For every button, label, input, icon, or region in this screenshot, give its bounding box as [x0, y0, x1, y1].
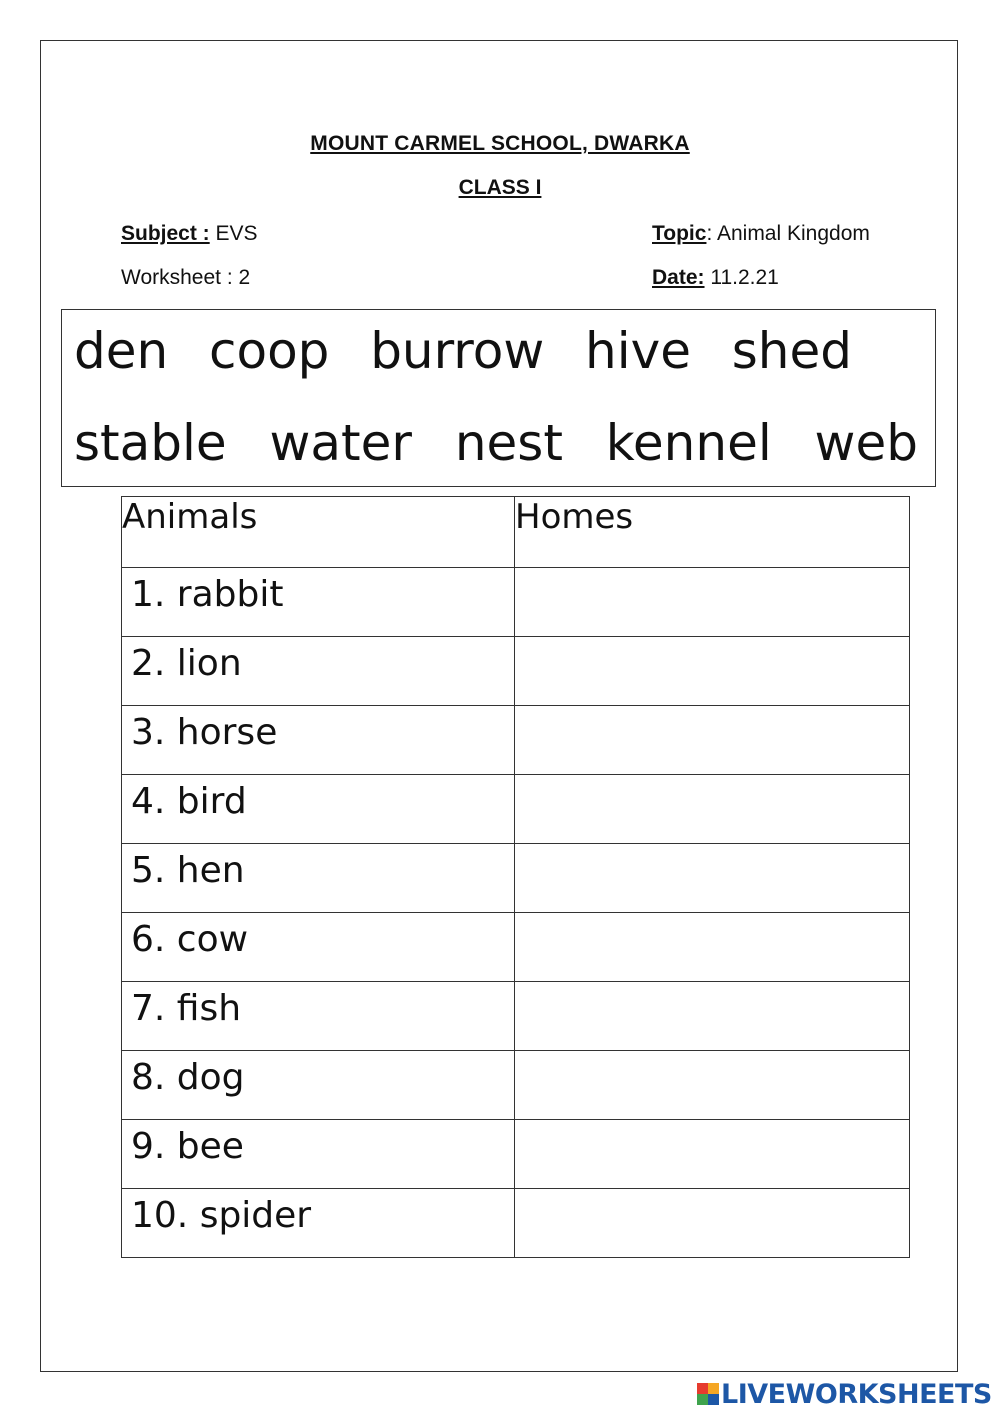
date-value: 11.2.21	[704, 266, 779, 289]
animal-cell: 6. cow	[122, 913, 515, 982]
word-bank-word: coop	[208, 322, 330, 380]
school-name: MOUNT CARMEL SCHOOL, DWARKA	[310, 132, 690, 155]
table-row	[122, 844, 910, 913]
badge-square	[708, 1383, 719, 1394]
date-label: Date:	[652, 266, 705, 289]
word-bank-word: web	[814, 414, 918, 472]
animal-cell: 1. rabbit	[122, 568, 515, 637]
word-bank-word: burrow	[370, 322, 545, 380]
topic-line	[652, 222, 870, 246]
date-line	[652, 266, 779, 290]
table-row	[122, 568, 910, 637]
badge-square	[708, 1394, 719, 1405]
topic-label: Topic	[652, 222, 707, 245]
subject-label: Subject :	[121, 222, 210, 245]
table-row	[122, 982, 910, 1051]
table-row	[122, 1051, 910, 1120]
word-bank-row-1	[74, 322, 852, 380]
home-answer-input[interactable]	[524, 988, 909, 1050]
subject-value: EVS	[209, 222, 258, 245]
table-row	[122, 1120, 910, 1189]
animal-cell: 5. hen	[122, 844, 515, 913]
home-cell	[515, 913, 910, 982]
table-row	[122, 775, 910, 844]
home-answer-input[interactable]	[524, 712, 909, 774]
word-bank-word: den	[74, 322, 169, 380]
home-cell	[515, 775, 910, 844]
word-bank-row-2	[74, 414, 918, 472]
home-answer-input[interactable]	[524, 781, 909, 843]
animal-cell: 9. bee	[122, 1120, 515, 1189]
home-cell	[515, 1051, 910, 1120]
column-header-homes: Homes	[515, 497, 910, 568]
home-answer-input[interactable]	[524, 850, 909, 912]
topic-value: : Animal Kingdom	[706, 222, 870, 245]
word-bank-word: stable	[74, 414, 227, 472]
animal-cell: 10. spider	[122, 1189, 515, 1258]
home-answer-input[interactable]	[524, 1057, 909, 1119]
subject-line	[121, 222, 258, 246]
badge-square	[697, 1394, 708, 1405]
home-answer-input[interactable]	[524, 574, 909, 636]
home-answer-input[interactable]	[524, 1195, 909, 1257]
animal-cell: 8. dog	[122, 1051, 515, 1120]
liveworksheets-logo	[697, 1377, 992, 1411]
table-row	[122, 1189, 910, 1258]
column-header-animals: Animals	[122, 497, 515, 568]
home-cell	[515, 568, 910, 637]
home-answer-input[interactable]	[524, 1126, 909, 1188]
word-bank-word: shed	[731, 322, 852, 380]
word-bank-word: kennel	[605, 414, 772, 472]
home-cell	[515, 1120, 910, 1189]
liveworksheets-badge-icon	[697, 1383, 719, 1405]
word-bank-word: water	[269, 414, 412, 472]
badge-square	[697, 1383, 708, 1394]
table-header-row	[122, 497, 910, 568]
worksheet-number: Worksheet : 2	[121, 266, 251, 289]
home-cell	[515, 982, 910, 1051]
animal-cell: 3. horse	[122, 706, 515, 775]
table-row	[122, 706, 910, 775]
home-answer-input[interactable]	[524, 919, 909, 981]
home-cell	[515, 637, 910, 706]
class-name: CLASS I	[458, 176, 542, 199]
home-cell	[515, 1189, 910, 1258]
table-row	[122, 913, 910, 982]
logo-text: LIVEWORKSHEETS	[721, 1378, 992, 1410]
home-cell	[515, 844, 910, 913]
animal-cell: 2. lion	[122, 637, 515, 706]
word-bank-word: nest	[454, 414, 563, 472]
animal-cell: 7. fish	[122, 982, 515, 1051]
table-row	[122, 637, 910, 706]
word-bank-word: hive	[585, 322, 691, 380]
home-cell	[515, 706, 910, 775]
animal-cell: 4. bird	[122, 775, 515, 844]
home-answer-input[interactable]	[524, 643, 909, 705]
animal-homes-table	[121, 496, 910, 1258]
